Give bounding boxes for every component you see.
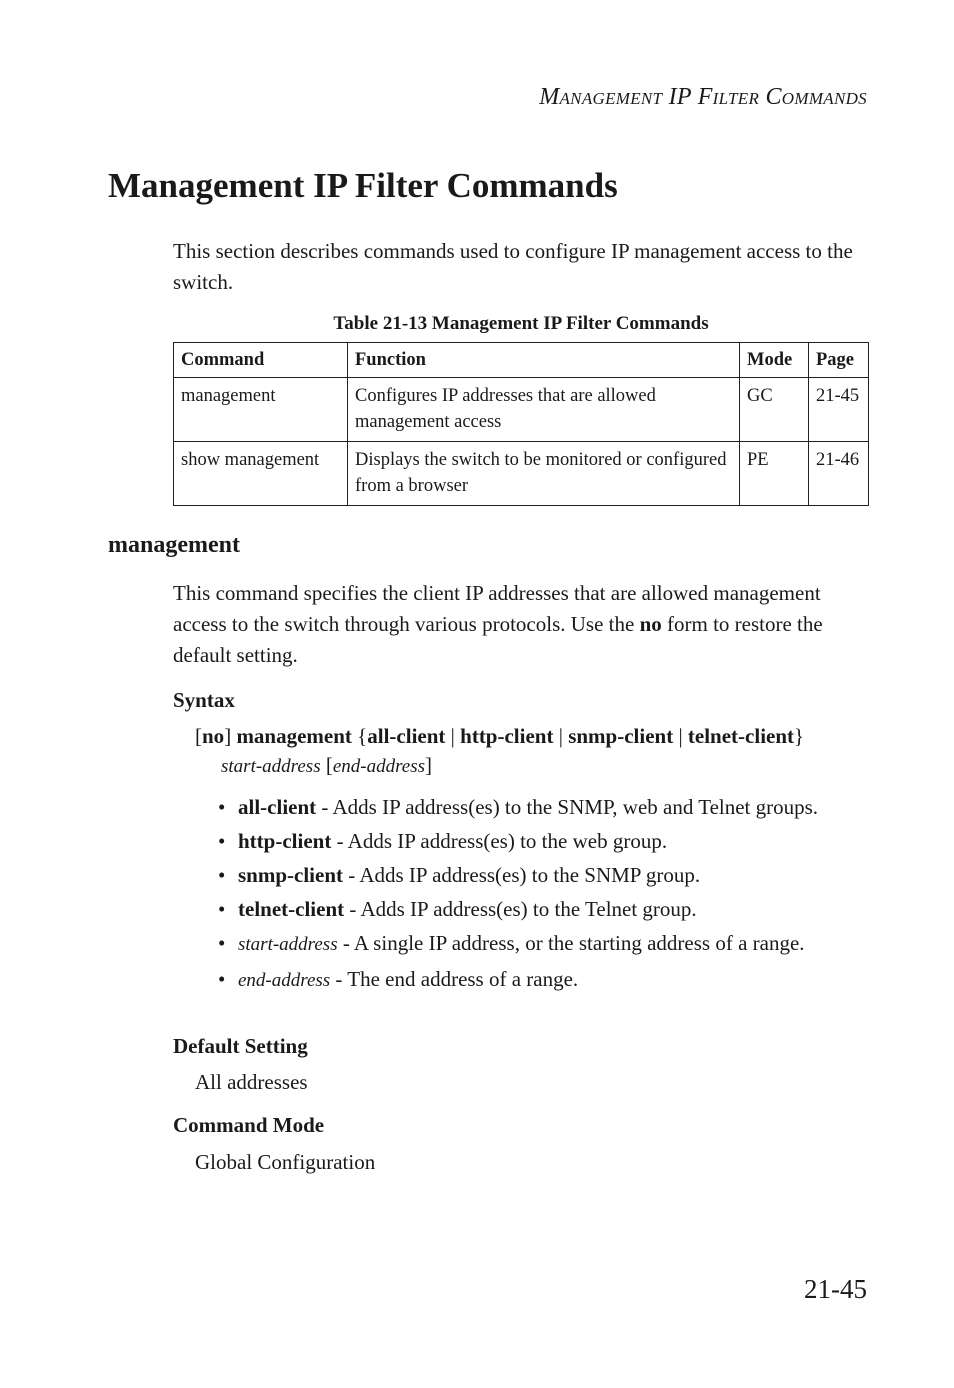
parameter-description: - Adds IP address(es) to the SNMP, web and Telnet groups. [316,795,819,819]
parameter-description: - Adds IP address(es) to the Telnet group. [344,897,697,921]
parameter-term: end-address [238,970,331,991]
list-item [214,894,874,924]
syntax-bracket: [ [195,724,202,748]
syntax-heading: Syntax [173,688,235,712]
cell-command: show management [174,442,348,506]
syntax-brace: { [351,724,368,748]
list-item [214,792,874,822]
bullet-icon: • [218,931,226,955]
cell-function: Displays the switch to be monitored or configured from a browser [348,442,740,506]
parameter-term: http-client [238,829,332,853]
list-item [214,826,874,856]
bullet-icon: • [218,795,226,819]
table-row [174,442,869,506]
command-table [173,342,869,506]
description-text-end: form to restore the default setting. [173,612,823,667]
syntax-bracket: [ [320,753,333,777]
parameter-description: - The end address of a range. [330,967,579,991]
default-setting-heading: Default Setting [173,1034,308,1058]
syntax-bracket: ] [425,753,433,777]
bullet-icon: • [218,863,226,887]
syntax-option-telnet-client: telnet-client [687,724,795,748]
command-description [173,578,863,671]
cell-page: 21-45 [809,378,869,442]
cell-mode: GC [740,378,809,442]
table-header-row [174,343,869,378]
syntax-option-all-client: all-client [367,724,446,748]
cell-page: 21-46 [809,442,869,506]
cell-command: management [174,378,348,442]
syntax-option-http-client: http-client [460,724,554,748]
column-header-mode: Mode [740,343,809,378]
running-header: Management IP Filter Commands [539,84,867,110]
syntax-no: no [202,724,225,748]
parameter-description: - A single IP address, or the starting address of a range. [337,931,805,955]
intro-paragraph: This section describes commands used to configure IP management access to the switch. [173,239,853,294]
description-text: This command specifies the client IP addresses that are allowed management access to the switch through various protocols. Use the [173,581,821,636]
column-header-page: Page [809,343,869,378]
syntax-separator: | [553,724,569,748]
syntax-arg-start-address: start-address [221,756,321,777]
list-item [214,928,874,960]
parameter-list [214,792,874,1000]
bullet-icon: • [218,967,226,991]
parameter-term: start-address [238,934,338,955]
cell-mode: PE [740,442,809,506]
column-header-command: Command [174,343,348,378]
table-row [174,378,869,442]
parameter-description: - Adds IP address(es) to the web group. [331,829,668,853]
list-item [214,964,874,996]
bullet-icon: • [218,897,226,921]
parameter-term: telnet-client [238,897,345,921]
syntax-bracket: ] [224,724,237,748]
page-number: 21-45 [804,1274,867,1304]
syntax-separator: | [673,724,688,748]
parameter-term: all-client [238,795,317,819]
table-caption: Table 21-13 Management IP Filter Commands [333,313,709,334]
list-item [214,860,874,890]
bullet-icon: • [218,829,226,853]
syntax-arg-end-address: end-address [332,756,426,777]
default-setting-value: All addresses [195,1070,308,1094]
syntax-option-snmp-client: snmp-client [568,724,674,748]
command-mode-value: Global Configuration [195,1150,376,1174]
syntax-command: management [236,724,352,748]
syntax-line [195,722,841,781]
parameter-description: - Adds IP address(es) to the SNMP group. [343,863,701,887]
syntax-brace: } [794,724,805,748]
description-keyword: no [639,612,662,636]
command-mode-heading: Command Mode [173,1113,325,1137]
cell-function: Configures IP addresses that are allowed management access [348,378,740,442]
section-heading: management [108,532,240,558]
parameter-term: snmp-client [238,863,343,887]
page-title: Management IP Filter Commands [108,166,618,205]
syntax-separator: | [445,724,461,748]
column-header-function: Function [348,343,740,378]
